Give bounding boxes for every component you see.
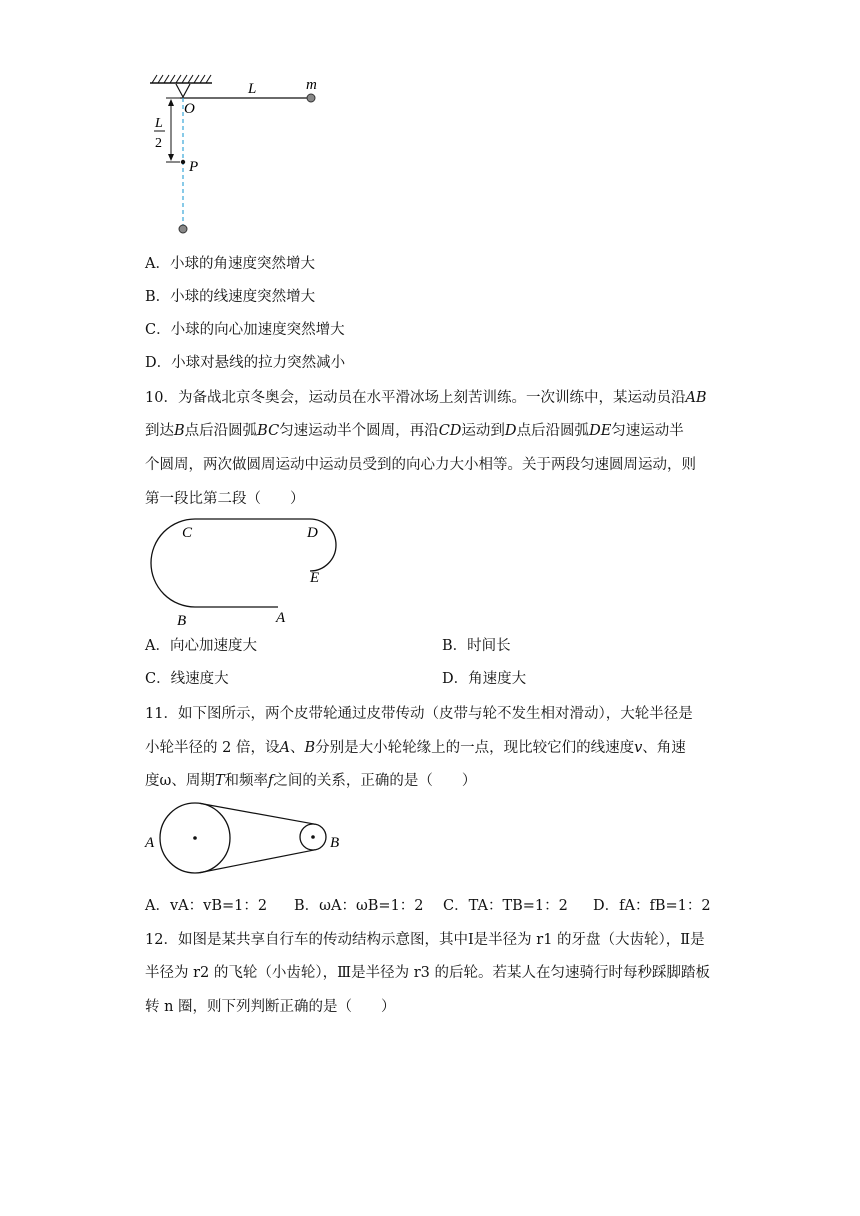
track-label-C: C bbox=[182, 525, 193, 541]
skating-track-figure bbox=[140, 512, 360, 632]
track-label-E: E bbox=[310, 570, 320, 586]
label-L2-num: L bbox=[155, 116, 163, 131]
q9-option-d: D．小球对悬线的拉力突然减小 bbox=[145, 355, 346, 371]
q10-line3: 个圆周，两次做圆周运动中运动员受到的向心力大小相等。关于两段匀速圆周运动，则 bbox=[145, 457, 696, 473]
q10-option-b: B．时间长 bbox=[442, 638, 511, 654]
q11-line1: 11．如下图所示，两个皮带轮通过皮带传动（皮带与轮不发生相对滑动），大轮半径是 bbox=[145, 706, 693, 722]
label-m: m bbox=[306, 77, 317, 93]
pendulum-figure bbox=[140, 65, 340, 245]
q9-option-c: C．小球的向心加速度突然增大 bbox=[145, 322, 345, 338]
q10-line4: 第一段比第二段（ ） bbox=[145, 491, 305, 507]
q11-option-d: D．fA：fB=1：2 bbox=[593, 898, 711, 914]
pulley-label-A: A bbox=[145, 835, 155, 851]
label-L: L bbox=[248, 81, 257, 97]
q11-option-a: A．vA：vB=1：2 bbox=[145, 898, 268, 914]
q10-option-a: A．向心加速度大 bbox=[145, 638, 257, 654]
q12-line2: 半径为 r2 的飞轮（小齿轮），Ⅲ是半径为 r3 的后轮。若某人在匀速骑行时每秒踩脚踏板 bbox=[145, 965, 710, 981]
q12-line3: 转 n 圈，则下列判断正确的是（ ） bbox=[145, 999, 396, 1015]
q12-line1: 12．如图是某共享自行车的传动结构示意图，其中Ⅰ是半径为 r1 的牙盘（大齿轮），Ⅱ是 bbox=[145, 932, 705, 948]
q10-option-c: C．线速度大 bbox=[145, 671, 229, 687]
q11-option-b: B．ωA：ωB=1：2 bbox=[294, 898, 424, 914]
q10-option-d: D．角速度大 bbox=[442, 671, 527, 687]
q11-line2: 小轮半径的 2 倍，设A、B分别是大小轮轮缘上的一点，现比较它们的线速度v、角速 bbox=[145, 740, 686, 756]
belt-pulley-figure bbox=[140, 800, 360, 880]
label-L2-den: 2 bbox=[155, 136, 162, 151]
label-P: P bbox=[189, 159, 199, 175]
track-label-D: D bbox=[307, 525, 318, 541]
q11-option-c: C．TA：TB=1：2 bbox=[443, 898, 568, 914]
label-O: O bbox=[184, 101, 195, 117]
track-label-A: A bbox=[276, 610, 286, 626]
track-label-B: B bbox=[177, 613, 187, 629]
q10-line2: 到达B点后沿圆弧BC匀速运动半个圆周，再沿CD运动到D点后沿圆弧DE匀速运动半 bbox=[145, 423, 684, 439]
q10-line1: 10．为备战北京冬奥会，运动员在水平滑冰场上刻苦训练。一次训练中，某运动员沿AB bbox=[145, 390, 707, 406]
q9-option-a: A．小球的角速度突然增大 bbox=[145, 256, 315, 272]
pulley-label-B: B bbox=[330, 835, 340, 851]
q11-line3: 度ω、周期T和频率f之间的关系，正确的是（ ） bbox=[145, 773, 477, 789]
q9-option-b: B．小球的线速度突然增大 bbox=[145, 289, 316, 305]
